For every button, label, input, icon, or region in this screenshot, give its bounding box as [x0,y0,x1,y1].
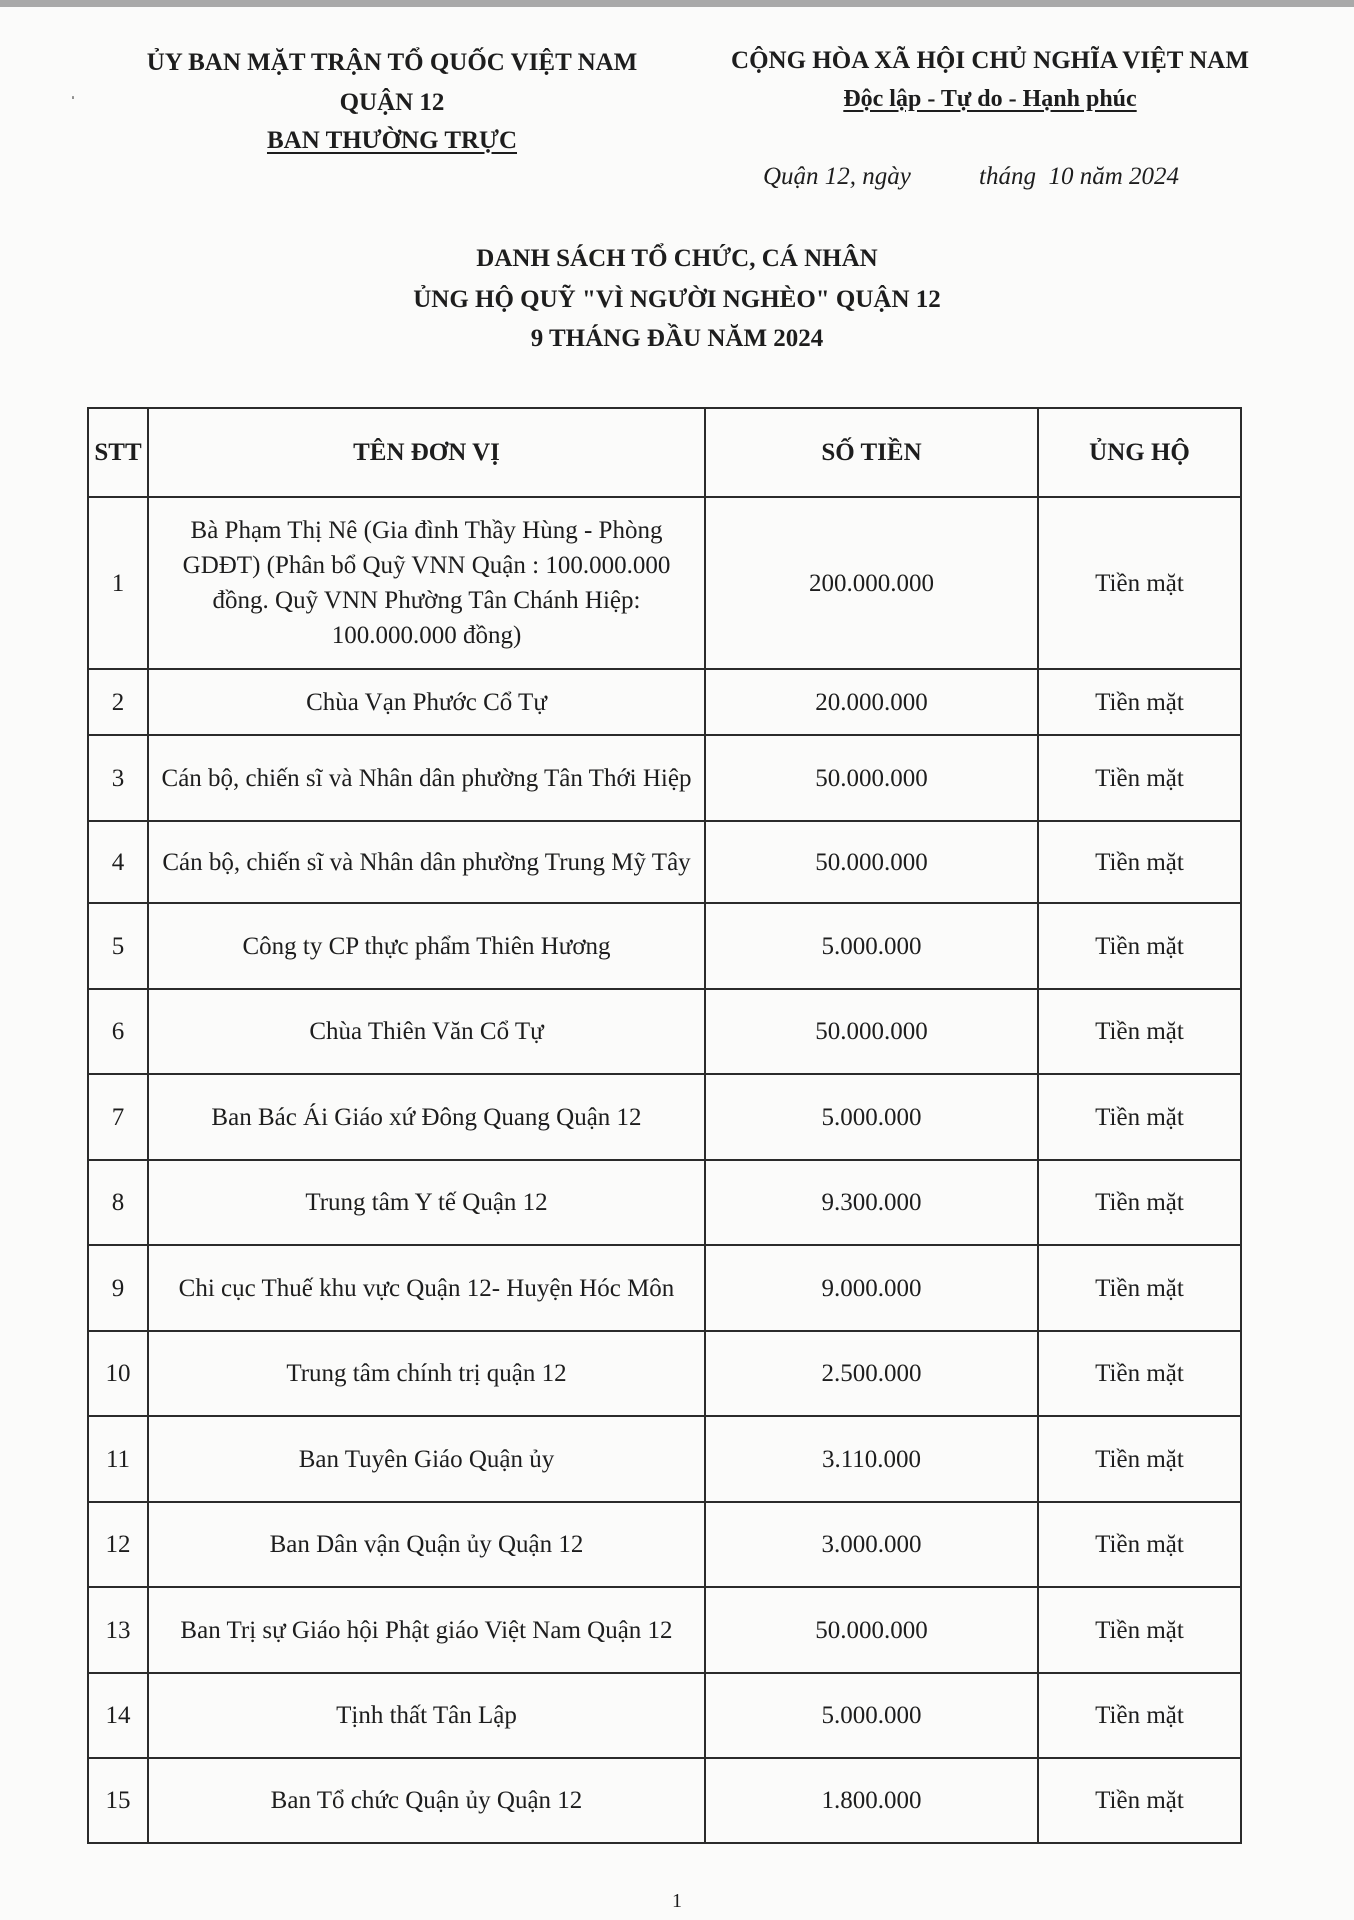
row-type: Tiền mặt [1038,1587,1241,1673]
row-name: Tịnh thất Tân Lập [148,1673,705,1758]
row-name: Ban Tổ chức Quận ủy Quận 12 [148,1758,705,1843]
row-type: Tiền mặt [1038,1160,1241,1245]
page-number: 1 [672,1890,682,1912]
row-stt: 7 [88,1074,148,1160]
row-amount: 20.000.000 [705,669,1038,735]
row-stt: 15 [88,1758,148,1843]
org-board: BAN THƯỜNG TRỰC [266,127,518,154]
row-stt: 12 [88,1502,148,1587]
row-type: Tiền mặt [1038,1074,1241,1160]
table-row [88,669,1241,735]
row-stt: 9 [88,1245,148,1331]
donor-table [87,407,1242,1844]
doc-title-line2: ỦNG HỘ QUỸ "VÌ NGƯỜI NGHÈO" QUẬN 12 [413,286,941,313]
date-place: Quận 12, ngày [763,163,911,190]
org-district: QUẬN 12 [339,89,445,116]
row-type: Tiền mặt [1038,1245,1241,1331]
doc-title-line1: DANH SÁCH TỔ CHỨC, CÁ NHÂN [476,245,878,272]
header-stt: STT [88,408,148,497]
header-name: TÊN ĐƠN VỊ [148,408,705,497]
row-amount: 50.000.000 [705,989,1038,1074]
scan-mark: ˌ [70,79,76,99]
row-amount: 5.000.000 [705,1673,1038,1758]
row-type: Tiền mặt [1038,903,1241,989]
row-amount: 1.800.000 [705,1758,1038,1843]
row-amount: 9.300.000 [705,1160,1038,1245]
row-name: Ban Tuyên Giáo Quận ủy [148,1416,705,1502]
row-name: Ban Bác Ái Giáo xứ Đông Quang Quận 12 [148,1074,705,1160]
row-amount: 3.110.000 [705,1416,1038,1502]
country-name: CỘNG HÒA XÃ HỘI CHỦ NGHĨA VIỆT NAM [731,47,1249,74]
table-row [88,1758,1241,1843]
table-row [88,1587,1241,1673]
table-row [88,1416,1241,1502]
doc-title-line3: 9 THÁNG ĐẦU NĂM 2024 [530,325,824,352]
row-type: Tiền mặt [1038,497,1241,669]
row-type: Tiền mặt [1038,735,1241,821]
row-stt: 13 [88,1587,148,1673]
row-name: Trung tâm chính trị quận 12 [148,1331,705,1416]
row-name: Chi cục Thuế khu vực Quận 12- Huyện Hóc Môn [148,1245,705,1331]
row-name: Trung tâm Y tế Quận 12 [148,1160,705,1245]
table-row [88,821,1241,903]
scan-top-edge [0,0,1354,7]
row-stt: 5 [88,903,148,989]
row-type: Tiền mặt [1038,1758,1241,1843]
table-row [88,1331,1241,1416]
row-amount: 5.000.000 [705,903,1038,989]
row-amount: 5.000.000 [705,1074,1038,1160]
row-type: Tiền mặt [1038,989,1241,1074]
header-amount: SỐ TIỀN [705,408,1038,497]
table-row [88,989,1241,1074]
row-amount: 3.000.000 [705,1502,1038,1587]
row-stt: 8 [88,1160,148,1245]
row-stt: 3 [88,735,148,821]
row-amount: 9.000.000 [705,1245,1038,1331]
header-type: ỦNG HỘ [1038,408,1241,497]
row-name: Ban Trị sự Giáo hội Phật giáo Việt Nam Quận 12 [148,1587,705,1673]
row-type: Tiền mặt [1038,1331,1241,1416]
row-stt: 6 [88,989,148,1074]
row-name: Công ty CP thực phẩm Thiên Hương [148,903,705,989]
row-name: Bà Phạm Thị Nê (Gia đình Thầy Hùng - Phòng GDĐT) (Phân bổ Quỹ VNN Quận : 100.000.000 đồng. Quỹ VNN Phường Tân Chánh Hiệp: 100.000.000 đồng) [148,497,705,669]
row-type: Tiền mặt [1038,1502,1241,1587]
table-row [88,497,1241,669]
row-amount: 2.500.000 [705,1331,1038,1416]
org-name: ỦY BAN MẶT TRẬN TỔ QUỐC VIỆT NAM [146,49,638,76]
row-type: Tiền mặt [1038,669,1241,735]
table-row [88,1074,1241,1160]
table-row [88,1245,1241,1331]
national-motto: Độc lập - Tự do - Hạnh phúc [843,86,1137,112]
row-stt: 11 [88,1416,148,1502]
row-amount: 200.000.000 [705,497,1038,669]
row-stt: 4 [88,821,148,903]
row-stt: 1 [88,497,148,669]
row-stt: 10 [88,1331,148,1416]
table-row [88,903,1241,989]
row-stt: 2 [88,669,148,735]
row-amount: 50.000.000 [705,1587,1038,1673]
table-header-row [88,408,1241,497]
table-row [88,1673,1241,1758]
table-row [88,1160,1241,1245]
row-name: Cán bộ, chiến sĩ và Nhân dân phường Tân Thới Hiệp [148,735,705,821]
table-row [88,1502,1241,1587]
row-amount: 50.000.000 [705,821,1038,903]
row-type: Tiền mặt [1038,821,1241,903]
row-name: Chùa Vạn Phước Cổ Tự [148,669,705,735]
row-type: Tiền mặt [1038,1416,1241,1502]
row-name: Chùa Thiên Văn Cổ Tự [148,989,705,1074]
date-month-year: tháng 10 năm 2024 [979,163,1179,190]
row-stt: 14 [88,1673,148,1758]
row-type: Tiền mặt [1038,1673,1241,1758]
row-name: Cán bộ, chiến sĩ và Nhân dân phường Trung Mỹ Tây [148,821,705,903]
row-amount: 50.000.000 [705,735,1038,821]
table-row [88,735,1241,821]
row-name: Ban Dân vận Quận ủy Quận 12 [148,1502,705,1587]
